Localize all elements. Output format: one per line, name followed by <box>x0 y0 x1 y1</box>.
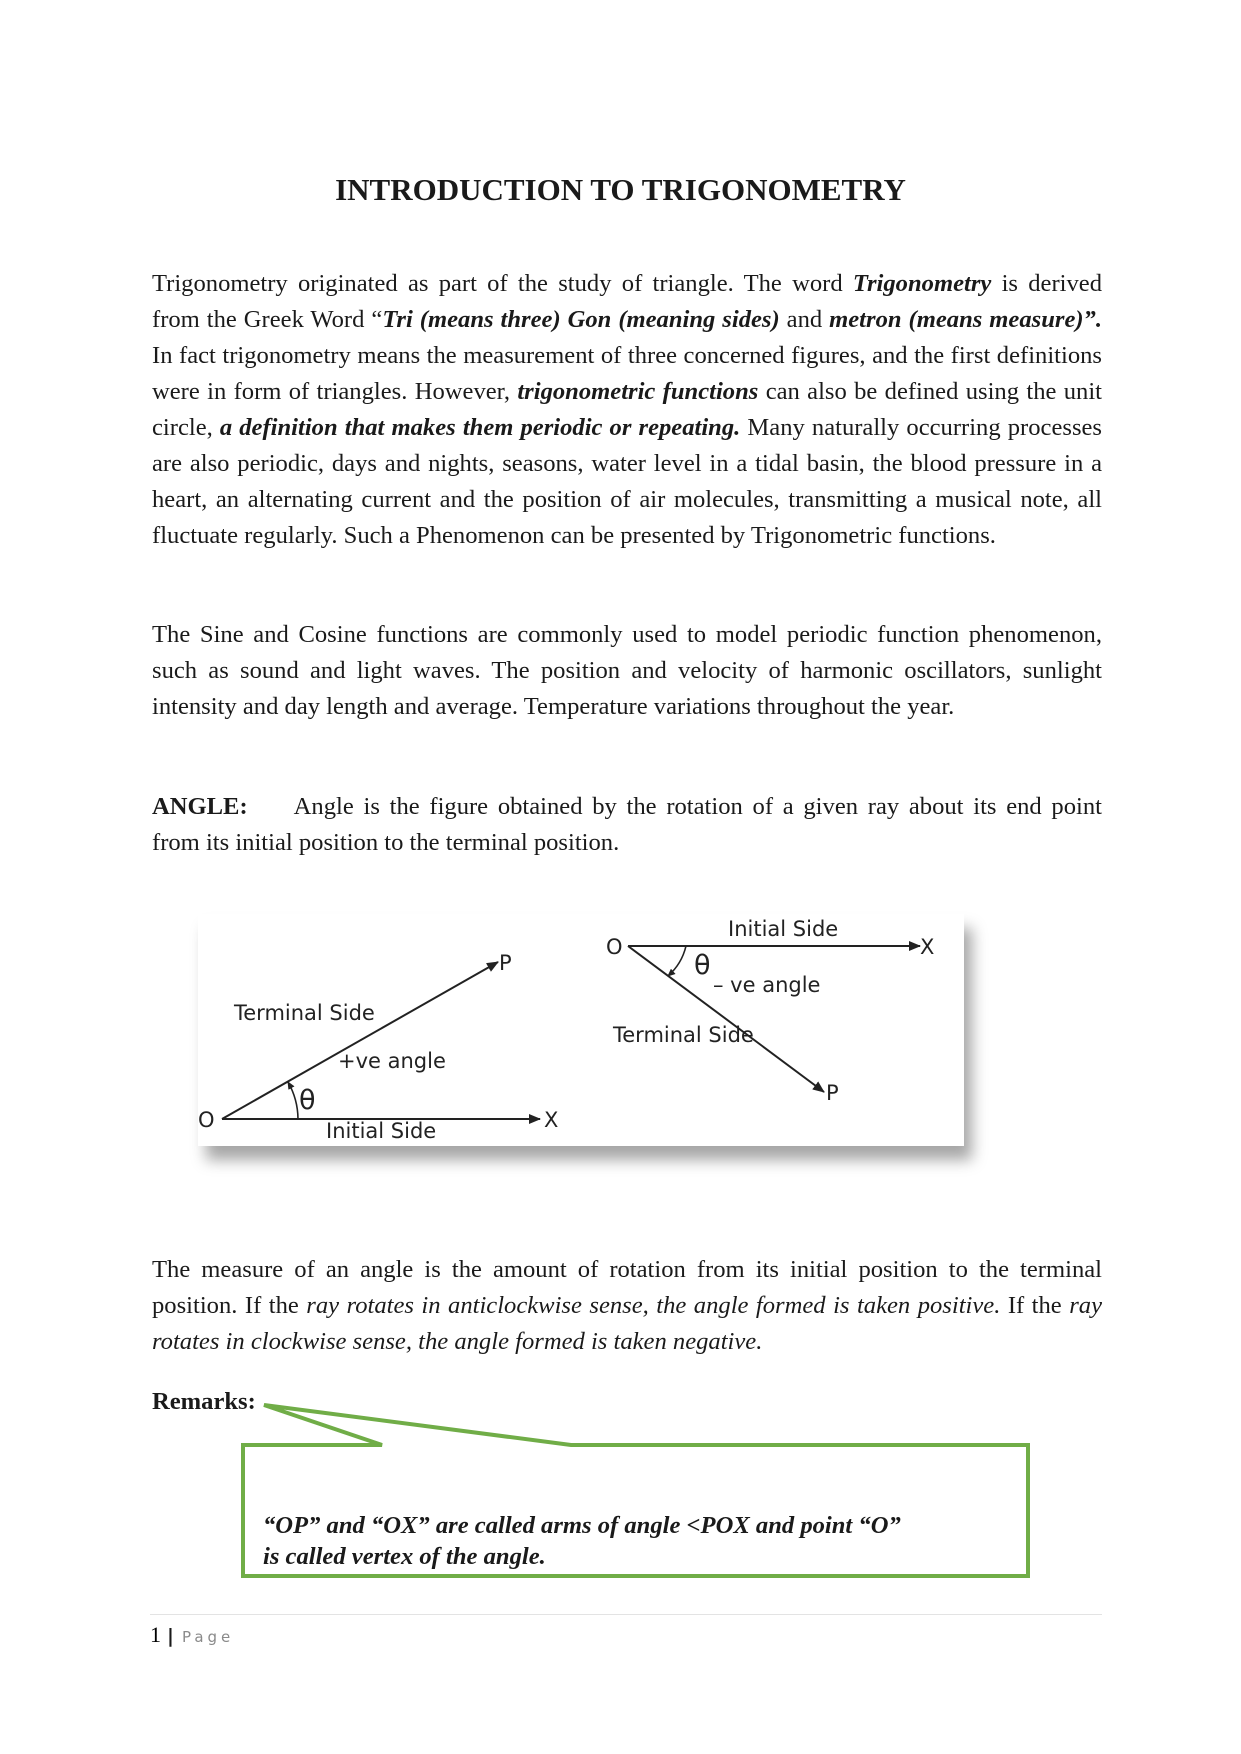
intro-paragraph <box>152 266 1102 554</box>
left-origin-label: O <box>198 1108 215 1132</box>
remarks-heading: Remarks: <box>152 1388 256 1415</box>
text-span: and <box>779 306 830 333</box>
angle-definition-paragraph <box>152 789 1102 861</box>
measure-paragraph <box>152 1252 1102 1360</box>
left-p-label: P <box>499 951 512 975</box>
emphasis-text: metron (means measure)”. <box>829 306 1102 333</box>
angle-diagram-svg <box>198 914 964 1146</box>
right-x-label: X <box>920 935 935 959</box>
text-span: Trigonometry originated as part of the study of triangle. The word <box>152 270 853 297</box>
emphasis-text: Trigonometry <box>852 270 992 297</box>
angle-definition-text: Angle is the figure obtained by the rotation of a given ray about its end point from its initial position to the terminal position. <box>152 793 1102 856</box>
text-span: In fact trigonometry means the measurement of three concerned figures, and the first definitions were in form of triangles. However, <box>152 342 1102 405</box>
left-terminal-ray <box>222 962 498 1119</box>
right-terminal-ray <box>628 946 824 1092</box>
text-span: Many naturally occurring processes are also periodic, days and nights, seasons, water level in a tidal basin, the blood pressure in a heart, an alternating current and the position of air molecules, transmitting a musical note, all fluctuate regularly. Such a Phenomenon can be presented by Trigonometric functions. <box>152 414 1102 549</box>
text-span: is derived from the Greek Word “ <box>152 270 1102 333</box>
right-terminal-side-label: Terminal Side <box>613 1023 754 1047</box>
italic-text: ray rotates in clockwise sense, the angle formed is taken negative. <box>152 1292 1103 1355</box>
right-initial-side-label: Initial Side <box>728 917 839 941</box>
right-angle-label: – ve angle <box>713 973 821 997</box>
angle-heading: ANGLE: <box>152 793 248 820</box>
callout-line-1: “OP” and “OX” are called arms of angle <POX and point “O” <box>263 1512 901 1539</box>
left-initial-side-label: Initial Side <box>326 1119 437 1143</box>
emphasis-text: a definition that makes them periodic or repeating. <box>219 414 741 441</box>
sine-cosine-paragraph: The Sine and Cosine functions are commonly used to model periodic function phenomenon, such as sound and light waves. The position and velocity of harmonic oscillators, sunlight intensity and day length and average. Temperature variations throughout the year. <box>152 621 1102 720</box>
emphasis-text: trigonometric functions <box>517 378 759 405</box>
left-theta-label: θ <box>299 1085 316 1116</box>
page-title: INTRODUCTION TO TRIGONOMETRY <box>335 172 906 207</box>
left-terminal-side-label: Terminal Side <box>234 1001 375 1025</box>
text-span: If the <box>1000 1292 1070 1319</box>
page-word: Page <box>181 1628 235 1646</box>
page-footer <box>150 1622 234 1648</box>
text-span: can also be defined using the unit circle, <box>152 378 1102 441</box>
angle-figure <box>198 914 964 1146</box>
italic-text: ray rotates in anticlockwise sense, the angle formed is taken positive. <box>306 1292 1001 1319</box>
emphasis-text: Tri (means three) Gon (meaning sides) <box>382 306 780 333</box>
remarks-callout-text <box>263 1510 1023 1572</box>
left-angle-label: +ve angle <box>338 1049 446 1073</box>
callout-line-2: is called vertex of the angle. <box>263 1543 546 1570</box>
page-number: 1 <box>150 1622 161 1647</box>
right-origin-label: O <box>606 935 623 959</box>
footer-divider <box>150 1614 1102 1615</box>
right-theta-label: θ <box>694 950 711 981</box>
left-rotation-arc <box>288 1082 298 1119</box>
footer-separator: | <box>167 1625 174 1647</box>
right-rotation-arc <box>668 946 686 976</box>
right-p-label: P <box>826 1081 839 1105</box>
text-span: The measure of an angle is the amount of rotation from its initial position to the terminal position. If the <box>152 1256 1102 1319</box>
left-x-label: X <box>544 1108 559 1132</box>
